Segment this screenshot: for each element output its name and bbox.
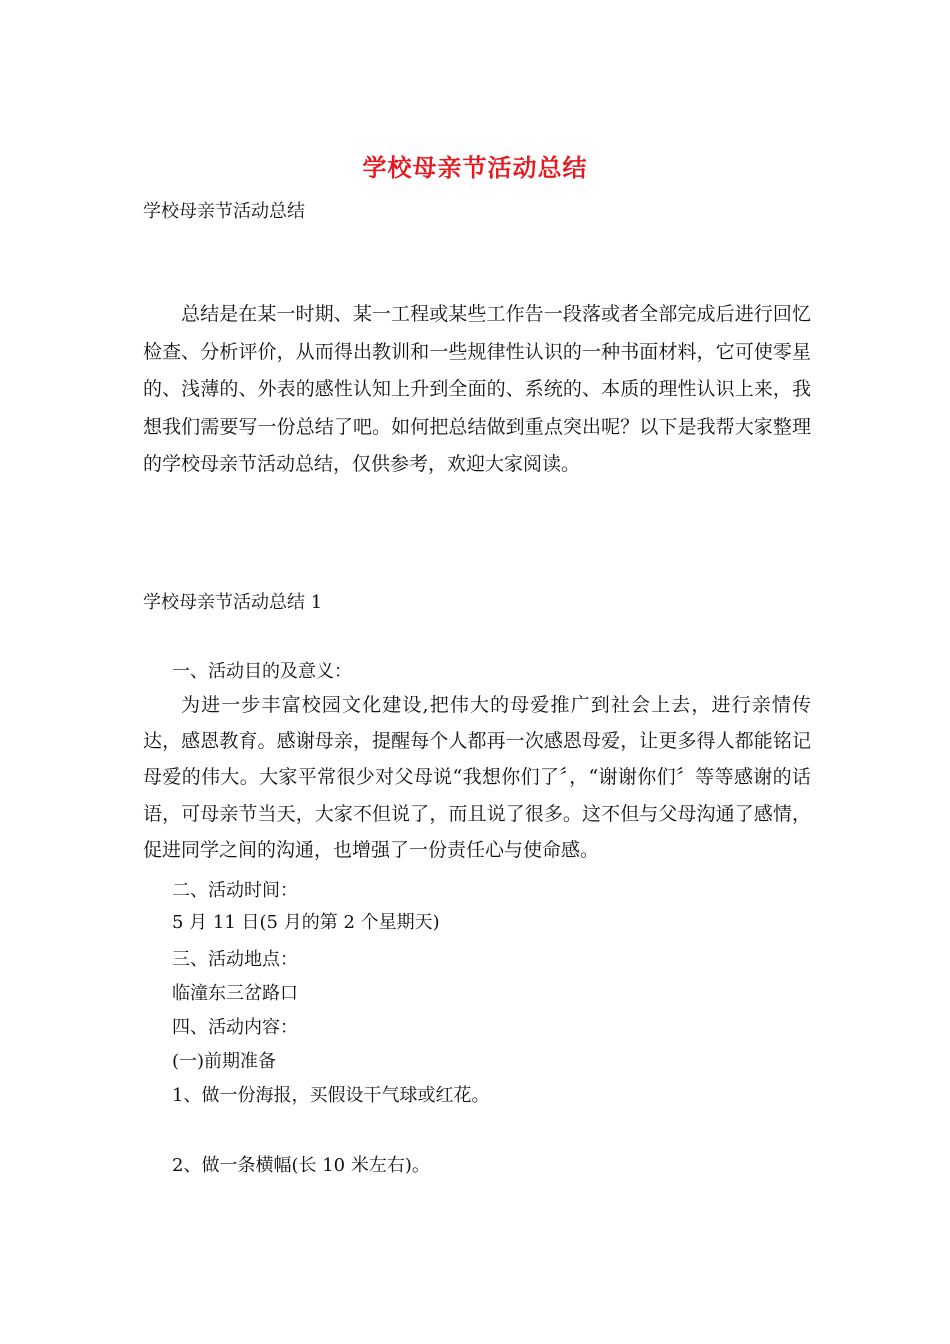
time-heading: 二、活动时间： xyxy=(172,880,298,901)
intro-paragraph: 总结是在某一时期、某一工程或某些工作告一段落或者全部完成后进行回忆检查、分析评价，从而得出教训和一些规律性认识的一种书面材料，它可使零星的、浅薄的、外表的感性认知上升到全面的、系统的、本质的理性认识上来，我想我们需要写一份总结了吧。如何把总结做到重点突出呢？以下是我帮大家整理的学校母亲节活动总结，仅供参考，欢迎大家阅读。 xyxy=(143,303,811,476)
document-subtitle: 学校母亲节活动总结 xyxy=(143,201,305,222)
prep-item-2: 2、做一条横幅(长 10 米左右)。 xyxy=(172,1155,430,1176)
section-title: 学校母亲节活动总结 1 xyxy=(143,592,323,613)
time-value: 5 月 11 日(5 月的第 2 个星期天) xyxy=(172,912,440,933)
place-value: 临潼东三岔路口 xyxy=(172,983,298,1004)
place-heading: 三、活动地点： xyxy=(172,949,298,970)
prep-heading: (一)前期准备 xyxy=(172,1051,277,1072)
purpose-paragraph: 为进一步丰富校园文化建设,把伟大的母爱推广到社会上去，进行亲情传达，感恩教育。感谢母亲，提醒每个人都再一次感恩母爱，让更多得人都能铭记母爱的伟大。大家平常很少对父母说“我想你们了〞，“谢谢你们〞等等感谢的话语，可母亲节当天，大家不但说了，而且说了很多。这不但与父母沟通了感情，促进同学之间的沟通，也增强了一份责任心与使命感。 xyxy=(143,694,811,861)
prep-item-1: 1、做一份海报，买假设干气球或红花。 xyxy=(172,1085,490,1106)
document-title: 学校母亲节活动总结 xyxy=(362,153,588,182)
purpose-heading: 一、活动目的及意义： xyxy=(172,661,352,682)
content-heading: 四、活动内容： xyxy=(172,1017,298,1038)
